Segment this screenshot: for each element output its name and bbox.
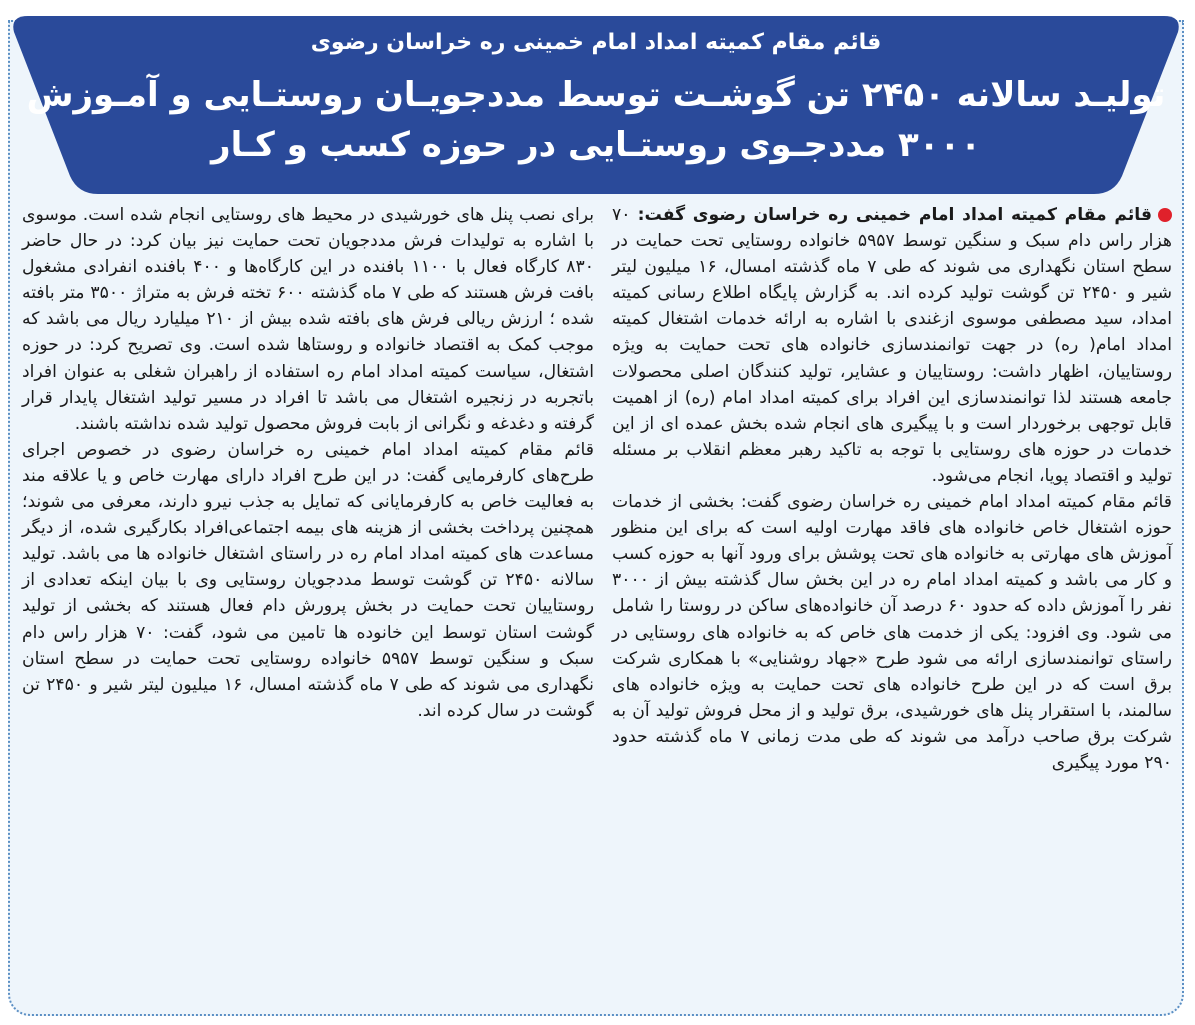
paragraph <box>612 202 1172 489</box>
paragraph: برای نصب پنل های خورشیدی در محیط های روستایی انجام شده است. موسوی با اشاره به تولیدات فرش مددجویان تحت حمایت نیز بیان کرد: در حال حاضر ۸۳۰ کارگاه فعال با ۱۱۰۰ بافنده در این کارگاه‌ها و ۴۰۰ بافنده انفرادی مشغول بافت فرش هستند که طی ۷ ماه گذشته ۶۰۰ تخته فرش به متراژ ۳۵۰۰ متر بافته شده ؛ ارزش ریالی فرش های بافته شده بیش از ۲۱۰ میلیارد ریال می باشد که موجب کمک به اقتصاد خانواده و روستاها شده است. وی تصریح کرد: در حوزه اشتغال، سیاست کمیته امداد امام ره استفاده از راهبران شغلی به عنوان افراد باتجربه در زنجیره اشتغال می باشد تا افراد در مسیر تولید اشتغال پایدار قرار گرفته و دغدغه و نگرانی از بابت فروش محصول تولید شده نداشته باشند. <box>22 205 594 434</box>
article-column-left <box>22 202 594 724</box>
article-column-right <box>612 202 1172 776</box>
headline-line-2: ۳۰۰۰ مددجـوی روستـایی در حوزه کسب و کـار <box>211 125 981 165</box>
headline-banner <box>10 16 1182 194</box>
paragraph: قائم مقام کمیته امداد امام خمینی ره خراسان رضوی گفت: بخشی از خدمات حوزه اشتغال خاص خانواده های فاقد مهارت اولیه است که برای این منظور آموزش های مهارتی به خانواده های تحت پوشش برای ورود آنها به حوزه کسب و کار می باشد و کمیته امداد امام ره در این بخش سال گذشته بیش از ۳۰۰۰ نفر را آموزش داده که حدود ۶۰ درصد آن خانواده‌های ساکن در روستا را شامل می شود. وی افزود: یکی از خدمت های خاص که به خانواده های روستایی در راستای توانمندسازی ارائه می شود طرح «جهاد روشنایی» با همکاری شرکت برق است که در این طرح خانواده های تحت حمایت به ویژه خانواده های سالمند، با استقرار پنل های خورشیدی، برق تولید و از محل فروش تولید آن به شرکت برق صاحب درآمد می شوند که طی مدت زمانی ۷ ماه گذشته حدود ۲۹۰ مورد پیگیری <box>612 492 1172 773</box>
paragraph-text: ۷۰ هزار راس دام سبک و سنگین توسط ۵۹۵۷ خانواده روستایی تحت حمایت در سطح استان نگهداری می شوند که طی ۷ ماه گذشته امسال، ۱۶ میلیون لیتر شیر و ۲۴۵۰ تن گوشت تولید کرده اند. به گزارش پایگاه اطلاع رسانی کمیته امداد، سید مصطفی موسوی ازغندی با اشاره به ارائه خدمات اشتغال کمیته امداد امام( ره) در جهت توانمندسازی خانواده های تحت حمایت به ویژه روستاییان، اظهار داشت: روستاییان و عشایر، تولید کنندگان اصلی محصولات جامعه هستند لذا توانمندسازی این افراد برای کمیته امداد امام (ره) از اهمیت قابل توجهی برخوردار است و با پیگیری های انجام شده بخش عمده ای از این خدمات در حوزه های روستایی با توجه به تاکید رهبر معظم انقلاب بر مسئله تولید و اقتصاد پویا، انجام می‌شود. <box>612 205 1172 486</box>
headline-line-1: تولیـد سالانه ۲۴۵۰ تن گوشـت توسط مددجویـان روستـایی و آمـوزش <box>26 75 1166 115</box>
lead-text: قائم مقام کمیته امداد امام خمینی ره خراسان رضوی گفت: <box>637 205 1153 225</box>
banner-kicker: قائم مقام کمیته امداد امام خمینی ره خراسان رضوی <box>310 30 882 55</box>
paragraph: قائم مقام کمیته امداد امام خمینی ره خراسان رضوی در خصوص اجرای طرح‌های کارفرمایی گفت: در این طرح افراد دارای مهارت خاص و یا علاقه مند به فعالیت خاص به کارفرمایانی که تمایل به جذب نیرو دارند، معرفی می شوند؛ همچنین پرداخت بخشی از هزینه های بیمه اجتماعی‌افراد بکارگیری شده، از دیگر مساعدت های کمیته امداد امام ره در راستای اشتغال خانواده ها می باشد. تولید سالانه ۲۴۵۰ تن گوشت توسط مددجویان روستایی وی با بیان اینکه تعدادی از روستاییان تحت حمایت در بخش پرورش دام فعال هستند که بخشی از تولید گوشت استان توسط این خانوده ها تامین می شود، گفت: ۷۰ هزار راس دام سبک و سنگین توسط ۵۹۵۷ خانواده روستایی تحت حمایت در سطح استان نگهداری می شوند که طی ۷ ماه گذشته امسال، ۱۶ میلیون لیتر شیر و ۲۴۵۰ تن گوشت در سال کرده اند. <box>22 439 594 721</box>
banner-headline <box>10 70 1182 170</box>
red-bullet-icon <box>1158 208 1172 222</box>
